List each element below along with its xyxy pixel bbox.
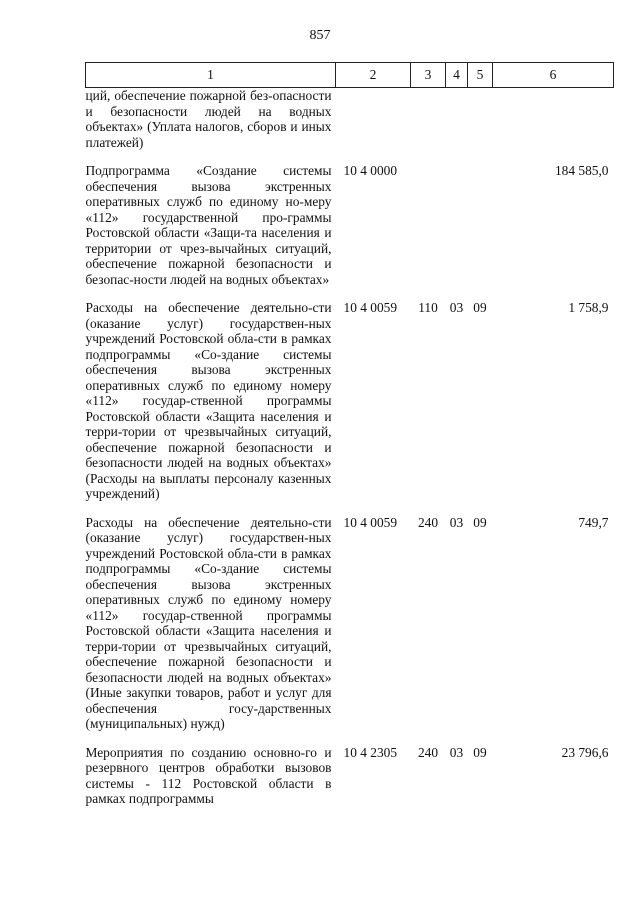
- row-name: Подпрограмма «Создание системы обеспечения вызова экстренных оперативных служб по единому но-меру «112» государственной про-граммы Ростовской области «Защи-та населения и территории от чрез-вычайных ситуаций, обеспечение пожарной безопасности и безопас-ности людей на водных объектах»: [85, 163, 332, 287]
- row-amount: 1 758,9: [568, 300, 609, 315]
- header-col-rz: 4: [446, 63, 468, 88]
- header-col-code: 2: [336, 63, 411, 88]
- row-rz: [446, 88, 468, 151]
- row-pr: [468, 88, 493, 151]
- row-name: Расходы на обеспечение деятельно-сти (оказание услуг) государствен-ных учреждений Ростовской обла-сти в рамках подпрограммы «Со-здание системы обеспечения вызова экстренных оперативных служб по единому номеру «112» государ-ственной программы Ростовской области «Защита населения и терри-тории от чрезвычайных ситуаций, обеспечение пожарной безопасности и безопасности людей на водных объектах» (Расходы на выплаты персоналу казенных учреждений): [85, 300, 332, 501]
- row-pr: 09: [473, 514, 487, 530]
- row-code: [336, 88, 411, 151]
- header-col-pr: 5: [468, 63, 493, 88]
- budget-table: [85, 62, 614, 807]
- row-amount: 23 796,6: [561, 744, 609, 760]
- table-row: [86, 515, 614, 732]
- table-row: [86, 163, 614, 287]
- row-vr: [411, 88, 446, 151]
- row-code: 10 4 0059: [343, 514, 398, 530]
- row-rz: 03: [449, 744, 464, 760]
- row-code: 10 4 0000: [343, 163, 398, 178]
- row-pr: 09: [473, 300, 487, 315]
- row-amount: [493, 88, 614, 151]
- row-pr: [468, 163, 493, 287]
- table-row: [86, 88, 614, 151]
- row-code: 10 4 2305: [343, 744, 398, 760]
- row-amount: 184 585,0: [554, 163, 609, 178]
- row-gap: [86, 150, 614, 163]
- row-vr: [411, 163, 446, 287]
- row-vr: 110: [418, 300, 438, 315]
- header-col-name: 1: [86, 63, 336, 88]
- row-name: ций, обеспечение пожарной без-опасности и безопасности людей на водных объектах» (Уплата налогов, сборов и иных платежей): [85, 88, 332, 150]
- row-rz: 03: [449, 300, 464, 315]
- row-pr: 09: [473, 744, 487, 760]
- row-code: 10 4 0059: [343, 300, 398, 315]
- row-name: Расходы на обеспечение деятельно-сти (оказание услуг) государствен-ных учреждений Ростовской обла-сти в рамках подпрограммы «Со-здание системы обеспечения вызова экстренных оперативных служб по единому номеру «112» государ-ственной программы Ростовской области «Защита населения и терри-тории от чрезвычайных ситуаций, обеспечение пожарной безопасности и безопасности людей на водных объектах» (Иные закупки товаров, работ и услуг для обеспечения госу-дарственных (муниципальных) нужд): [85, 514, 332, 731]
- row-vr: 240: [417, 514, 439, 530]
- header-col-amount: 6: [493, 63, 614, 88]
- row-name: Мероприятия по созданию основно-го и резервного центров обработки вызовов системы - 112 Ростовской области в рамках подпрограммы: [85, 744, 332, 806]
- row-gap: [86, 502, 614, 515]
- row-rz: 03: [449, 514, 464, 530]
- row-amount: 749,7: [578, 514, 609, 530]
- table-header-row: [86, 63, 614, 88]
- row-vr: 240: [417, 744, 439, 760]
- row-gap: [86, 287, 614, 300]
- row-rz: [446, 163, 468, 287]
- page-number: 857: [309, 28, 331, 43]
- table-row: [86, 745, 614, 807]
- table-row: [86, 300, 614, 502]
- row-gap: [86, 732, 614, 745]
- header-col-vr: 3: [411, 63, 446, 88]
